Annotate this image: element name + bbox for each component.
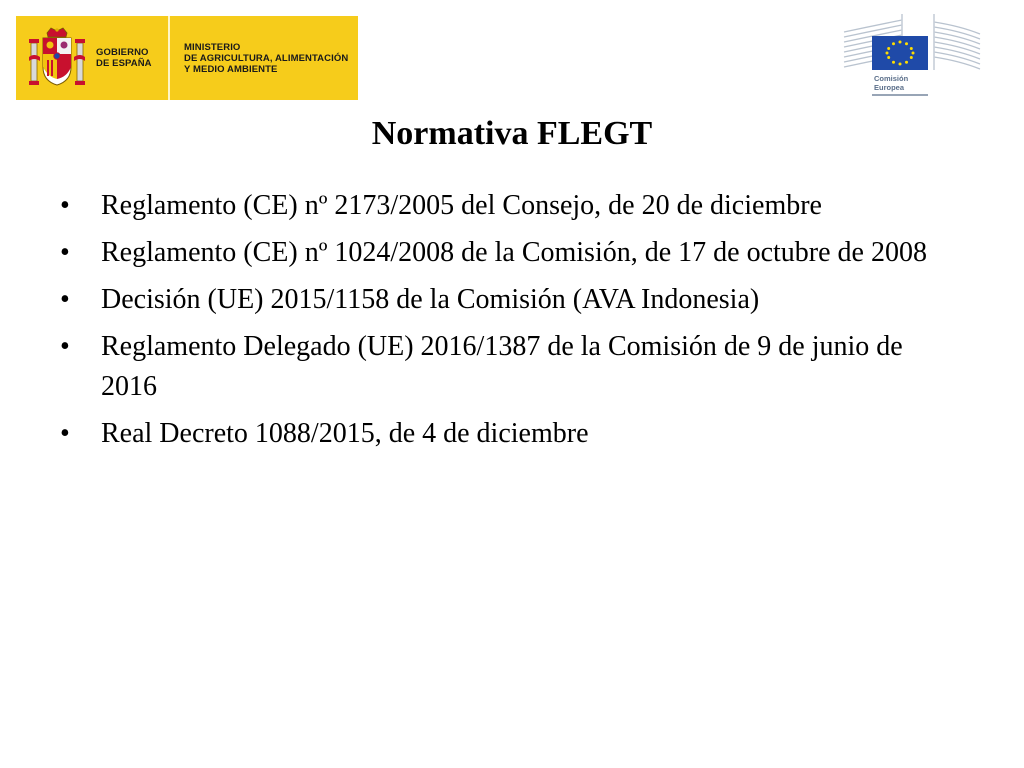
gov-name-line-2: DE ESPAÑA — [96, 58, 152, 69]
list-item — [60, 414, 960, 454]
bullet-icon: • — [60, 418, 70, 449]
ministry-line-2: DE AGRICULTURA, ALIMENTACIÓN — [184, 52, 349, 64]
regulation-list — [60, 186, 960, 461]
list-item-text: Decisión (UE) 2015/1158 de la Comisión (AVA Indonesia) — [101, 284, 760, 315]
eu-commission-building-icon — [842, 12, 982, 98]
coat-of-arms-icon — [28, 27, 86, 89]
list-item — [60, 327, 960, 407]
list-item-text: Reglamento (CE) nº 2173/2005 del Consejo, de 20 de diciembre — [101, 190, 822, 221]
list-item — [60, 233, 960, 273]
list-item-text: Reglamento Delegado (UE) 2016/1387 de la Comisión de 9 de junio de 2016 — [101, 331, 903, 402]
slide-title: Normativa FLEGT — [371, 115, 653, 152]
bullet-icon: • — [60, 284, 70, 315]
ministry-line-3: Y MEDIO AMBIENTE — [184, 63, 278, 75]
bullet-icon: • — [60, 331, 70, 362]
eu-logo-text — [874, 74, 908, 92]
gobierno-espana-logo — [16, 16, 358, 100]
bullet-icon: • — [60, 190, 70, 221]
ministry-line-1: MINISTERIO — [184, 41, 241, 53]
list-item — [60, 186, 960, 226]
gov-name — [96, 47, 152, 69]
ministry-name — [170, 16, 358, 100]
list-item-text: Real Decreto 1088/2015, de 4 de diciembre — [101, 418, 589, 449]
gov-logo-left-panel — [16, 16, 168, 100]
list-item — [60, 280, 960, 320]
comision-europea-logo — [842, 12, 982, 98]
bullet-icon: • — [60, 237, 70, 268]
eu-logo-text-line-1: Comisión — [874, 74, 909, 83]
list-item-text: Reglamento (CE) nº 1024/2008 de la Comisión, de 17 de octubre de 2008 — [101, 237, 927, 268]
eu-logo-text-line-2: Europea — [874, 83, 905, 92]
gov-name-line-1: GOBIERNO — [96, 47, 149, 58]
